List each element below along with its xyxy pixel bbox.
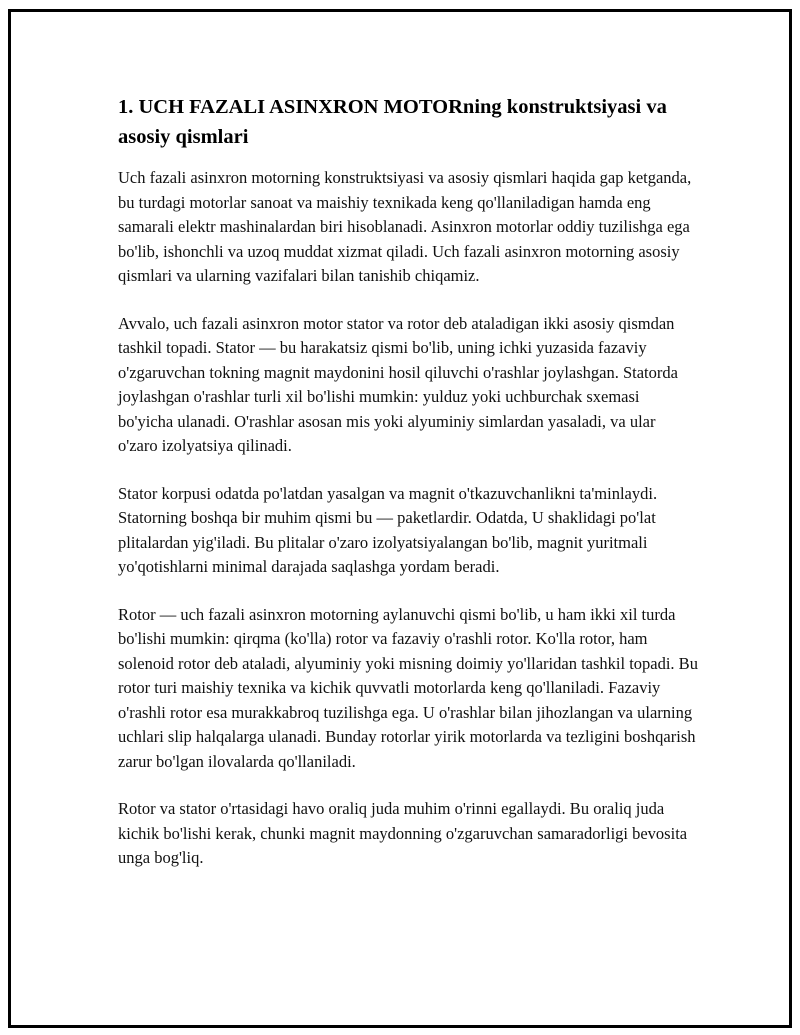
paragraph-air-gap: Rotor va stator o'rtasidagi havo oraliq juda muhim o'rinni egallaydi. Bu oraliq juda kichik bo'lishi kerak, chunki magnit maydonning o'zgaruvchan samaradorligi bevosita unga bog'liq.	[118, 799, 688, 867]
paragraph-stator: Avvalo, uch fazali asinxron motor stator va rotor deb ataladigan ikki asosiy qismdan tashkil topadi. Stator — bu harakatsiz qismi bo'lib, uning ichki yuzasida fazaviy o'zgaruvchan tokning magnit maydonini hosil qiluvchi o'rashlar joylashgan. Statorda joylashgan o'rashlar turli xil bo'lishi mumkin: yulduz yoki uchburchak sxemasi bo'yicha ulanadi. O'rashlar asosan mis yoki alyuminiy simlardan yasaladi, va ular o'zaro izolyatsiya qilinadi.	[118, 313, 678, 455]
paragraph-stator-housing: Stator korpusi odatda po'latdan yasalgan va magnit o'tkazuvchanlikni ta'minlaydi. Statorning boshqa bir muhim qismi bu — paketlardir. Odatda, U shaklidagi po'lat plitalardan yig'iladi. Bu plitalar o'zaro izolyatsiyalangan bo'lib, magnit yuritmali yo'qotishlarni minimal darajada saqlashga yordam beradi.	[118, 483, 658, 576]
paragraph-rotor: Rotor — uch fazali asinxron motorning aylanuvchi qismi bo'lib, u ham ikki xil turda bo'lishi mumkin: qirqma (ko'lla) rotor va fazaviy o'rashli rotor. Ko'lla rotor, ham solenoid rotor deb ataladi, alyuminiy yoki misning doimiy yo'llaridan tashkil topadi. Bu rotor turi maishiy texnika va kichik quvvatli motorlarda keng qo'llaniladi. Fazaviy o'rashli rotor esa murakkabroq tuzilishga ega. U o'rashlar bilan jihozlangan va ularning uchlari slip halqalarga ulanadi. Bunday rotorlar yirik motorlarda va tezligini boshqarish zarur bo'lgan ilovalarda qo'llaniladi.	[118, 604, 698, 771]
document-body	[118, 92, 698, 894]
document-title: 1. UCH FAZALI ASINXRON MOTORning konstruktsiyasi va asosiy qismlari	[118, 96, 667, 148]
paragraph-intro: Uch fazali asinxron motorning konstruktsiyasi va asosiy qismlari haqida gap ketganda, bu turdagi motorlar sanoat va maishiy texnikada keng qo'llaniladigan hamda eng samarali elektr mashinalardan biri hisoblanadi. Asinxron motorlar oddiy tuzilishga ega bo'lib, ishonchli va uzoq muddat xizmat qiladi. Uch fazali asinxron motorning asosiy qismlari va ularning vazifalari bilan tanishib chiqamiz.	[118, 168, 692, 285]
